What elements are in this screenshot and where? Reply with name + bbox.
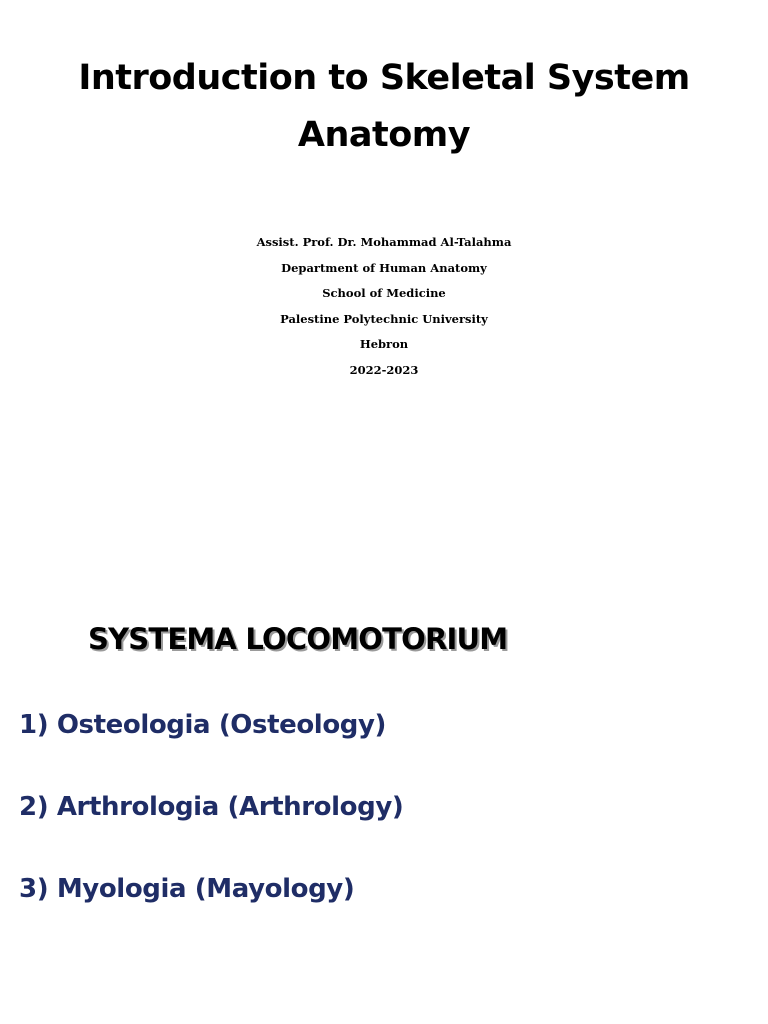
list-item: 1) Osteologia (Osteology)	[19, 710, 387, 740]
author-credits	[0, 230, 768, 384]
topic-list	[19, 700, 403, 946]
school-name: School of Medicine	[322, 286, 446, 301]
list-item: 3) Myologia (Mayology)	[19, 874, 355, 904]
title-line-1: Introduction to Skeletal System	[78, 58, 690, 98]
city-name: Hebron	[359, 337, 409, 352]
document-title	[0, 50, 768, 164]
list-item: 2) Arthrologia (Arthrology)	[19, 792, 404, 822]
section-heading: SYSTEMA LOCOMOTORIUM	[88, 622, 508, 656]
department-name: Department of Human Anatomy	[281, 260, 487, 275]
title-line-2: Anatomy	[297, 115, 471, 155]
academic-year: 2022-2023	[349, 362, 419, 377]
author-name: Assist. Prof. Dr. Mohammad Al-Talahma	[256, 235, 512, 249]
university-name: Palestine Polytechnic University	[280, 311, 488, 326]
